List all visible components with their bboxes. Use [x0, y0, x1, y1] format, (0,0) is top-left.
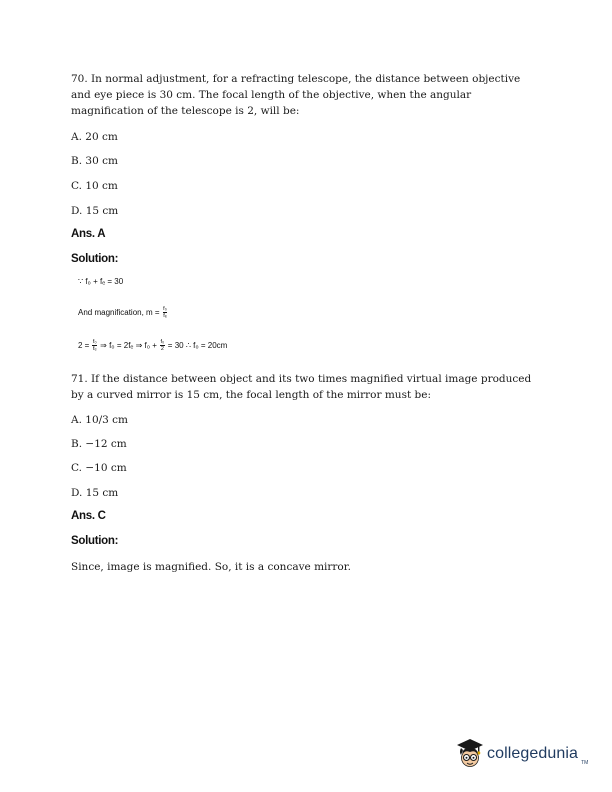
q70-magnification-fraction [163, 306, 168, 319]
q70-math-line2-label: And magnification, m = [78, 308, 160, 317]
logo-trademark: TM [581, 760, 589, 766]
q70-fraction-1 [92, 339, 97, 352]
q70-fraction-2 [160, 339, 165, 352]
q71-option-b: B. −12 cm [71, 438, 127, 450]
q70-math-line3-a: 2 = [78, 341, 90, 350]
question-70-text: 70. In normal adjustment, for a refracting telescope, the distance between objective and eye piece is 30 cm. The focal length of the objective, when the angular magnification of the telescope is 2, will be: [71, 73, 521, 117]
q71-answer: Ans. C [71, 510, 106, 522]
q70-option-c: C. 10 cm [71, 180, 118, 192]
q70-answer: Ans. A [71, 228, 106, 240]
fraction-numerator: f₀ [92, 339, 97, 345]
q70-solution-label: Solution: [71, 253, 119, 265]
fraction-numerator: f₀ [160, 339, 165, 345]
q70-math-line1 [78, 277, 123, 286]
q70-option-d: D. 15 cm [71, 205, 119, 217]
collegedunia-logo [456, 738, 588, 770]
q71-solution-text: Since, image is magnified. So, it is a concave mirror. [71, 561, 351, 573]
logo-wordmark: collegedunia [487, 745, 579, 762]
q70-math-line3-c: = 30 ∴ f₀ = 20cm [167, 341, 228, 350]
q71-option-c: C. −10 cm [71, 462, 127, 474]
q70-math-line3-b: ⇒ f₀ = 2fₑ ⇒ f₀ + [100, 341, 157, 350]
q70-option-b: B. 30 cm [71, 155, 118, 167]
q71-solution-label: Solution: [71, 535, 119, 547]
q70-option-a: A. 20 cm [71, 131, 118, 143]
q70-math-line3 [78, 339, 227, 352]
fraction-denominator: fₑ [163, 313, 167, 319]
graduate-mascot-icon [456, 738, 484, 770]
q70-math-line1-text: ∵ f₀ + fₑ = 30 [78, 277, 124, 286]
question-71-text: 71. If the distance between object and its two times magnified virtual image produced by a curved mirror is 15 cm, the focal length of the mirror must be: [71, 373, 532, 401]
fraction-numerator: f₀ [163, 306, 167, 312]
fraction-denominator: fₑ [92, 346, 97, 352]
q70-math-line2 [78, 306, 168, 319]
q71-option-a: A. 10/3 cm [71, 414, 129, 426]
q71-option-d: D. 15 cm [71, 487, 119, 499]
fraction-denominator: 2 [160, 346, 164, 352]
